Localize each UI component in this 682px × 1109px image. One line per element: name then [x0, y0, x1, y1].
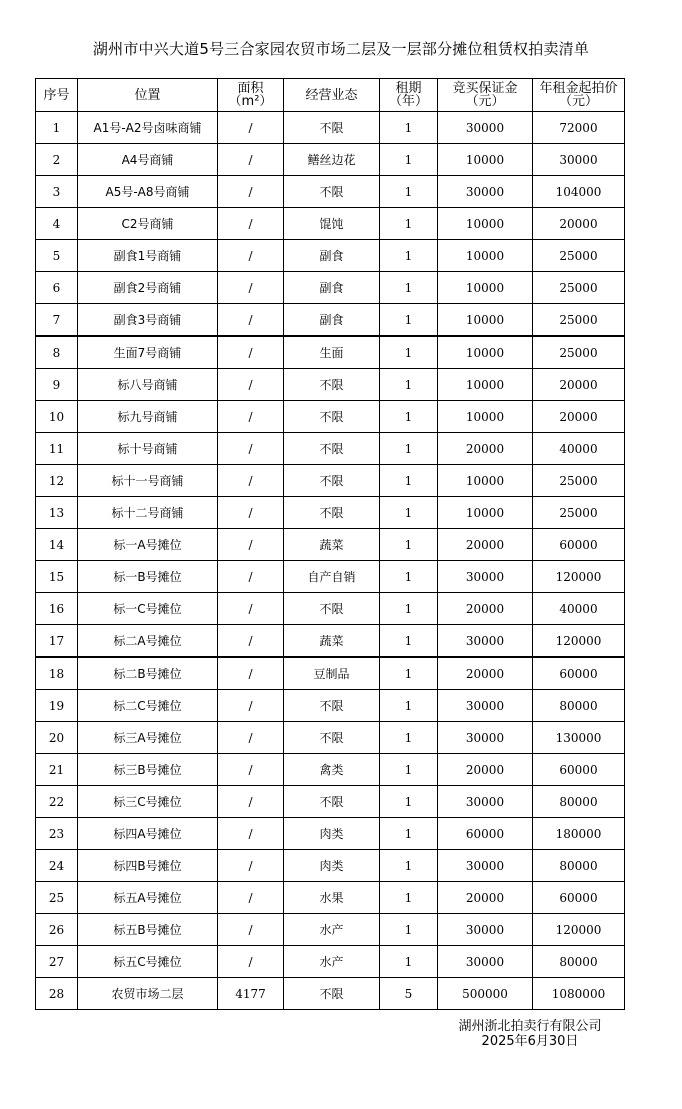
table-row [36, 786, 625, 818]
cell-term: 1 [380, 144, 438, 176]
cell-business: 副食 [284, 240, 380, 272]
cell-area: / [218, 722, 284, 754]
cell-deposit: 10000 [438, 240, 533, 272]
cell-rent: 120000 [533, 914, 625, 946]
table-row [36, 657, 625, 690]
cell-location: 标二C号摊位 [78, 690, 218, 722]
header-term: 租期 （年） [380, 79, 438, 112]
cell-rent: 25000 [533, 465, 625, 497]
cell-rent: 80000 [533, 850, 625, 882]
auction-list-table [35, 78, 625, 1010]
cell-rent: 20000 [533, 369, 625, 401]
table-body [36, 112, 625, 1010]
cell-index: 20 [36, 722, 78, 754]
cell-term: 1 [380, 401, 438, 433]
cell-term: 1 [380, 946, 438, 978]
cell-index: 11 [36, 433, 78, 465]
table-row [36, 593, 625, 625]
cell-deposit: 20000 [438, 593, 533, 625]
cell-term: 1 [380, 850, 438, 882]
cell-business: 不限 [284, 978, 380, 1010]
cell-index: 10 [36, 401, 78, 433]
cell-index: 14 [36, 529, 78, 561]
table-row [36, 240, 625, 272]
cell-area: / [218, 882, 284, 914]
cell-deposit: 10000 [438, 497, 533, 529]
cell-location: 标八号商铺 [78, 369, 218, 401]
table-row [36, 369, 625, 401]
cell-business: 不限 [284, 433, 380, 465]
cell-business: 蔬菜 [284, 625, 380, 658]
cell-deposit: 30000 [438, 786, 533, 818]
table-row [36, 722, 625, 754]
cell-area: / [218, 465, 284, 497]
cell-index: 17 [36, 625, 78, 658]
cell-deposit: 10000 [438, 465, 533, 497]
cell-index: 21 [36, 754, 78, 786]
cell-area: / [218, 240, 284, 272]
cell-term: 1 [380, 690, 438, 722]
header-index: 序号 [36, 79, 78, 112]
table-row [36, 144, 625, 176]
cell-location: A4号商铺 [78, 144, 218, 176]
cell-location: 标五B号摊位 [78, 914, 218, 946]
cell-area: / [218, 561, 284, 593]
cell-rent: 120000 [533, 625, 625, 658]
cell-rent: 30000 [533, 144, 625, 176]
cell-deposit: 20000 [438, 882, 533, 914]
cell-term: 1 [380, 593, 438, 625]
table-row [36, 690, 625, 722]
cell-rent: 80000 [533, 690, 625, 722]
cell-location: 标四B号摊位 [78, 850, 218, 882]
cell-area: / [218, 144, 284, 176]
cell-location: 标四A号摊位 [78, 818, 218, 850]
footer [440, 1019, 620, 1049]
cell-index: 19 [36, 690, 78, 722]
table-row [36, 272, 625, 304]
cell-term: 1 [380, 176, 438, 208]
cell-business: 水果 [284, 882, 380, 914]
cell-business: 自产自销 [284, 561, 380, 593]
cell-deposit: 10000 [438, 401, 533, 433]
table-row [36, 561, 625, 593]
cell-rent: 25000 [533, 497, 625, 529]
cell-deposit: 30000 [438, 722, 533, 754]
cell-index: 26 [36, 914, 78, 946]
cell-business: 豆制品 [284, 657, 380, 690]
cell-index: 24 [36, 850, 78, 882]
cell-term: 1 [380, 272, 438, 304]
cell-rent: 1080000 [533, 978, 625, 1010]
cell-area: / [218, 850, 284, 882]
cell-index: 8 [36, 336, 78, 369]
cell-location: 标三B号摊位 [78, 754, 218, 786]
cell-index: 7 [36, 304, 78, 337]
cell-location: 标十二号商铺 [78, 497, 218, 529]
cell-rent: 20000 [533, 208, 625, 240]
cell-deposit: 30000 [438, 946, 533, 978]
cell-rent: 60000 [533, 529, 625, 561]
cell-area: / [218, 786, 284, 818]
table-row [36, 401, 625, 433]
cell-index: 4 [36, 208, 78, 240]
cell-area: / [218, 208, 284, 240]
footer-date: 2025年6月30日 [481, 1034, 579, 1049]
cell-rent: 20000 [533, 401, 625, 433]
cell-business: 禽类 [284, 754, 380, 786]
cell-location: 标一C号摊位 [78, 593, 218, 625]
table-row [36, 112, 625, 144]
cell-index: 3 [36, 176, 78, 208]
header-business: 经营业态 [284, 79, 380, 112]
cell-deposit: 30000 [438, 690, 533, 722]
cell-rent: 25000 [533, 272, 625, 304]
table-row [36, 497, 625, 529]
cell-business: 肉类 [284, 818, 380, 850]
cell-business: 鳝丝边花 [284, 144, 380, 176]
cell-rent: 40000 [533, 433, 625, 465]
cell-area: / [218, 304, 284, 337]
cell-term: 1 [380, 465, 438, 497]
cell-business: 水产 [284, 914, 380, 946]
cell-deposit: 500000 [438, 978, 533, 1010]
table-row [36, 304, 625, 337]
cell-index: 28 [36, 978, 78, 1010]
cell-business: 不限 [284, 722, 380, 754]
cell-index: 15 [36, 561, 78, 593]
cell-rent: 80000 [533, 786, 625, 818]
cell-term: 1 [380, 882, 438, 914]
cell-location: 标二B号摊位 [78, 657, 218, 690]
cell-index: 23 [36, 818, 78, 850]
cell-term: 1 [380, 625, 438, 658]
cell-deposit: 10000 [438, 208, 533, 240]
cell-deposit: 30000 [438, 914, 533, 946]
footer-company: 湖州浙北拍卖行有限公司 [458, 1019, 602, 1034]
table-row [36, 433, 625, 465]
cell-rent: 180000 [533, 818, 625, 850]
cell-deposit: 30000 [438, 561, 533, 593]
cell-business: 副食 [284, 272, 380, 304]
cell-index: 1 [36, 112, 78, 144]
cell-rent: 60000 [533, 657, 625, 690]
cell-location: 农贸市场二层 [78, 978, 218, 1010]
table-header-row [36, 79, 625, 112]
cell-index: 27 [36, 946, 78, 978]
table-row [36, 176, 625, 208]
cell-rent: 25000 [533, 336, 625, 369]
cell-deposit: 30000 [438, 850, 533, 882]
cell-rent: 25000 [533, 304, 625, 337]
cell-area: / [218, 272, 284, 304]
cell-area: / [218, 754, 284, 786]
cell-rent: 40000 [533, 593, 625, 625]
cell-area: / [218, 112, 284, 144]
cell-location: 标十一号商铺 [78, 465, 218, 497]
table-row [36, 882, 625, 914]
cell-location: 标五A号摊位 [78, 882, 218, 914]
cell-index: 22 [36, 786, 78, 818]
cell-index: 12 [36, 465, 78, 497]
cell-term: 1 [380, 561, 438, 593]
cell-area: / [218, 336, 284, 369]
cell-index: 6 [36, 272, 78, 304]
cell-business: 水产 [284, 946, 380, 978]
cell-term: 1 [380, 529, 438, 561]
cell-index: 13 [36, 497, 78, 529]
cell-area: / [218, 914, 284, 946]
cell-term: 1 [380, 497, 438, 529]
cell-location: 生面7号商铺 [78, 336, 218, 369]
cell-rent: 60000 [533, 754, 625, 786]
cell-rent: 104000 [533, 176, 625, 208]
cell-business: 不限 [284, 401, 380, 433]
cell-area: / [218, 818, 284, 850]
cell-business: 不限 [284, 369, 380, 401]
cell-deposit: 20000 [438, 529, 533, 561]
cell-index: 9 [36, 369, 78, 401]
cell-term: 1 [380, 914, 438, 946]
table-row [36, 529, 625, 561]
cell-rent: 120000 [533, 561, 625, 593]
table-row [36, 914, 625, 946]
cell-business: 不限 [284, 176, 380, 208]
cell-rent: 60000 [533, 882, 625, 914]
cell-area: / [218, 529, 284, 561]
cell-index: 2 [36, 144, 78, 176]
cell-deposit: 20000 [438, 754, 533, 786]
cell-area: / [218, 369, 284, 401]
table-row [36, 465, 625, 497]
cell-area: / [218, 401, 284, 433]
cell-area: / [218, 593, 284, 625]
cell-location: 副食2号商铺 [78, 272, 218, 304]
cell-location: A1号-A2号卤味商铺 [78, 112, 218, 144]
cell-location: 标三C号摊位 [78, 786, 218, 818]
cell-location: 标三A号摊位 [78, 722, 218, 754]
cell-index: 18 [36, 657, 78, 690]
cell-location: C2号商铺 [78, 208, 218, 240]
cell-business: 肉类 [284, 850, 380, 882]
header-deposit: 竞买保证金 （元） [438, 79, 533, 112]
cell-rent: 25000 [533, 240, 625, 272]
cell-term: 1 [380, 722, 438, 754]
cell-term: 1 [380, 786, 438, 818]
cell-term: 1 [380, 818, 438, 850]
cell-term: 1 [380, 369, 438, 401]
cell-term: 1 [380, 112, 438, 144]
cell-deposit: 10000 [438, 336, 533, 369]
cell-location: 标九号商铺 [78, 401, 218, 433]
cell-area: / [218, 176, 284, 208]
cell-rent: 130000 [533, 722, 625, 754]
cell-deposit: 30000 [438, 112, 533, 144]
cell-deposit: 10000 [438, 272, 533, 304]
cell-term: 1 [380, 433, 438, 465]
cell-area: / [218, 657, 284, 690]
cell-term: 5 [380, 978, 438, 1010]
cell-deposit: 30000 [438, 176, 533, 208]
cell-business: 不限 [284, 497, 380, 529]
cell-term: 1 [380, 754, 438, 786]
table-row [36, 978, 625, 1010]
cell-area: / [218, 433, 284, 465]
cell-rent: 80000 [533, 946, 625, 978]
cell-business: 不限 [284, 112, 380, 144]
cell-location: 标一A号摊位 [78, 529, 218, 561]
cell-location: 副食3号商铺 [78, 304, 218, 337]
cell-term: 1 [380, 240, 438, 272]
table-row [36, 818, 625, 850]
cell-location: 标十号商铺 [78, 433, 218, 465]
cell-deposit: 10000 [438, 304, 533, 337]
cell-deposit: 20000 [438, 657, 533, 690]
cell-business: 不限 [284, 690, 380, 722]
cell-term: 1 [380, 304, 438, 337]
cell-area: 4177 [218, 978, 284, 1010]
cell-location: 标五C号摊位 [78, 946, 218, 978]
cell-business: 不限 [284, 786, 380, 818]
cell-index: 5 [36, 240, 78, 272]
cell-location: 标一B号摊位 [78, 561, 218, 593]
document-title: 湖州市中兴大道5号三合家园农贸市场二层及一层部分摊位租赁权拍卖清单 [92, 40, 590, 58]
cell-deposit: 20000 [438, 433, 533, 465]
cell-deposit: 10000 [438, 369, 533, 401]
table-row [36, 946, 625, 978]
cell-index: 25 [36, 882, 78, 914]
table-row [36, 850, 625, 882]
cell-location: 副食1号商铺 [78, 240, 218, 272]
cell-area: / [218, 690, 284, 722]
cell-business: 副食 [284, 304, 380, 337]
header-location: 位置 [78, 79, 218, 112]
cell-area: / [218, 625, 284, 658]
cell-area: / [218, 946, 284, 978]
cell-location: A5号-A8号商铺 [78, 176, 218, 208]
header-area: 面积 （m²） [218, 79, 284, 112]
cell-area: / [218, 497, 284, 529]
cell-business: 不限 [284, 593, 380, 625]
table-row [36, 754, 625, 786]
cell-deposit: 60000 [438, 818, 533, 850]
cell-term: 1 [380, 336, 438, 369]
cell-location: 标二A号摊位 [78, 625, 218, 658]
cell-term: 1 [380, 657, 438, 690]
table-row [36, 625, 625, 658]
cell-index: 16 [36, 593, 78, 625]
header-rent: 年租金起拍价 （元） [533, 79, 625, 112]
cell-business: 不限 [284, 465, 380, 497]
cell-term: 1 [380, 208, 438, 240]
table-row [36, 208, 625, 240]
table-row [36, 336, 625, 369]
cell-rent: 72000 [533, 112, 625, 144]
cell-deposit: 10000 [438, 144, 533, 176]
cell-business: 生面 [284, 336, 380, 369]
cell-business: 馄饨 [284, 208, 380, 240]
cell-deposit: 30000 [438, 625, 533, 658]
cell-business: 蔬菜 [284, 529, 380, 561]
